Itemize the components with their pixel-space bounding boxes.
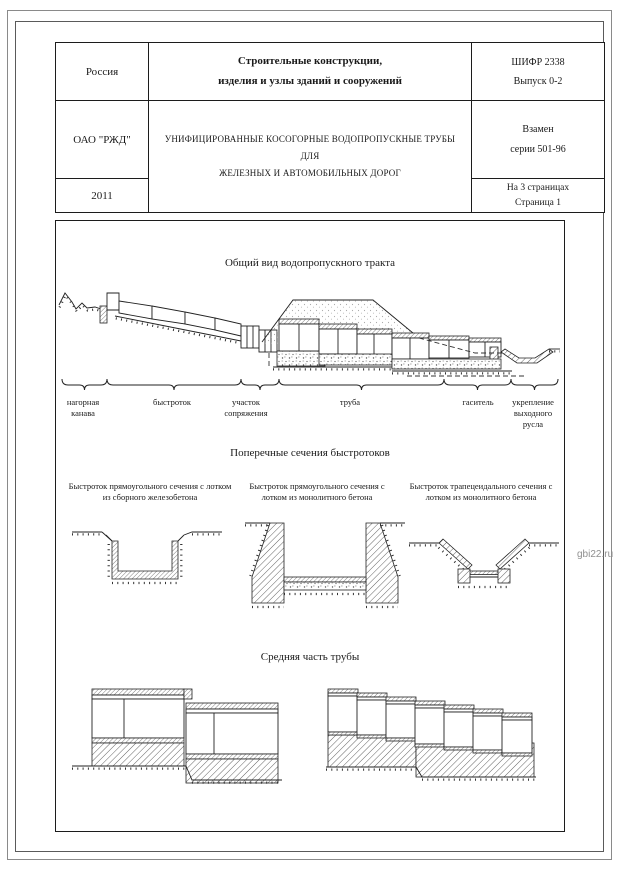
country-cell (56, 43, 149, 101)
replaces-line1: Взамен (522, 123, 554, 135)
general-view-figure (57, 279, 563, 441)
country-label: Россия (85, 65, 119, 78)
header-table (55, 42, 605, 213)
pagination-cell (472, 179, 605, 213)
pipe-section-2 (186, 703, 282, 783)
organization-label: ОАО "РЖД" (73, 133, 131, 146)
label-chute: быстроток (153, 397, 191, 407)
code-line1: ШИФР 2338 (511, 56, 565, 68)
middle-part-title: Средняя часть трубы (260, 651, 360, 663)
organization-cell (56, 101, 149, 179)
category-cell (149, 43, 472, 101)
code-line2: Выпуск 0-2 (513, 75, 563, 87)
year-label: 2011 (91, 189, 113, 202)
caption-trapezoidal: Быстроток трапецеидального сечения с лотком из монолитного бетона (409, 481, 553, 503)
upland-ditch (59, 293, 107, 323)
pipe-middle-two-sections-drawing (64, 681, 324, 806)
cross-section-trapezoidal-drawing (404, 521, 564, 616)
document-title-line2: ЖЕЛЕЗНЫХ И АВТОМОБИЛЬНЫХ ДОРОГ (219, 168, 401, 179)
document-title-cell (149, 101, 472, 213)
caption-precast-rect: Быстроток прямоугольного сечения с лотком из сборного железобетона (68, 481, 232, 503)
watermark: gbi22.ru (577, 549, 614, 560)
chute (107, 293, 242, 343)
category-line2: изделия и узлы зданий и сооружений (218, 74, 402, 87)
replaces-cell (472, 101, 605, 179)
label-pipe: труба (339, 397, 361, 407)
label-upland-ditch: нагорная канава (66, 397, 100, 419)
pipe-section-1 (72, 689, 192, 769)
cross-section-precast-drawing (62, 517, 232, 622)
category-line1: Строительные конструкции, (237, 55, 383, 68)
replaces-line2: серии 501-96 (510, 143, 566, 155)
general-view-drawing (57, 279, 563, 397)
code-cell (472, 43, 605, 101)
pagination-line2: Страница 1 (514, 197, 562, 208)
outlet-riprap (501, 349, 560, 363)
content-frame (55, 220, 565, 832)
document-title-line1: УНИФИЦИРОВАННЫЕ КОСОГОРНЫЕ ВОДОПРОПУСКНЫЕ ТРУБЫ ДЛЯ (164, 133, 456, 161)
cross-sections-title: Поперечные сечения быстротоков (230, 447, 390, 459)
year-cell (56, 179, 149, 213)
general-view-title: Общий вид водопропускного тракта (224, 257, 396, 269)
label-dissipator: гаситель (462, 397, 494, 407)
cross-section-monolithic-drawing (240, 515, 410, 622)
caption-monolithic-rect: Быстроток прямоугольного сечения с лотком из монолитного бетона (249, 481, 385, 503)
pipe-middle-seven-sections-drawing (326, 681, 548, 811)
label-outlet: укрепление выходного русла (512, 397, 554, 430)
label-transition: участок сопряжения (224, 397, 268, 419)
pagination-line1: На 3 страницах (506, 183, 570, 194)
section-braces (62, 379, 558, 390)
